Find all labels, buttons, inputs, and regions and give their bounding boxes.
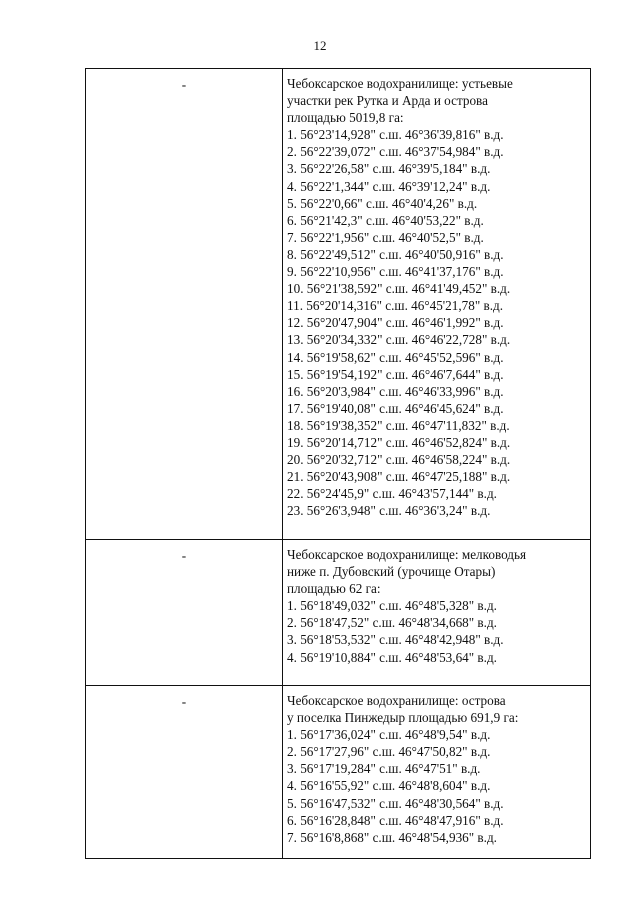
coordinate-item: 6. 56°21'42,3" с.ш. 46°40'53,22" в.д. (287, 212, 484, 228)
coordinate-item: 20. 56°20'32,712" с.ш. 46°46'58,224" в.д. (287, 452, 511, 468)
coordinate-item: 17. 56°19'40,08" с.ш. 46°46'45,624" в.д. (287, 400, 504, 416)
coordinate-item: 2. 56°18'47,52" с.ш. 46°48'34,668" в.д. (287, 615, 497, 631)
table-row (86, 540, 591, 686)
coordinate-item: 10. 56°21'38,592" с.ш. 46°41'49,452" в.д. (287, 281, 511, 297)
coordinate-item: 9. 56°22'10,956" с.ш. 46°41'37,176" в.д. (287, 264, 504, 280)
coordinate-item: 15. 56°19'54,192" с.ш. 46°46'7,644" в.д. (287, 366, 504, 382)
area-title: Чебоксарское водохранилище: мелководья ниже п. Дубовский (урочище Отары) площадью 62 га: (287, 547, 527, 597)
coordinate-item: 1. 56°23'14,928" с.ш. 46°36'39,816" в.д. (287, 127, 504, 143)
coordinate-item: 7. 56°22'1,956" с.ш. 46°40'52,5" в.д. (287, 229, 484, 245)
description-cell (283, 540, 591, 686)
page-number: 12 (313, 38, 327, 53)
coordinate-item: 13. 56°20'34,332" с.ш. 46°46'22,728" в.д. (287, 332, 511, 348)
marker-cell (86, 540, 283, 686)
coordinate-item: 4. 56°22'1,344" с.ш. 46°39'12,24" в.д. (287, 178, 491, 194)
coordinate-list (287, 726, 586, 846)
coordinate-item: 23. 56°26'3,948" с.ш. 46°36'3,24" в.д. (287, 503, 491, 519)
coordinate-item: 1. 56°18'49,032" с.ш. 46°48'5,328" в.д. (287, 598, 497, 614)
coordinate-item: 5. 56°16'47,532" с.ш. 46°48'30,564" в.д. (287, 795, 504, 811)
coordinate-item: 6. 56°16'28,848" с.ш. 46°48'47,916" в.д. (287, 812, 504, 828)
coordinate-list (287, 597, 586, 665)
coordinate-item: 2. 56°17'27,96" с.ш. 46°47'50,82" в.д. (287, 744, 491, 760)
coordinate-item: 7. 56°16'8,868" с.ш. 46°48'54,936" в.д. (287, 829, 497, 845)
coordinate-item: 11. 56°20'14,316" с.ш. 46°45'21,78" в.д. (287, 298, 504, 314)
coordinate-item: 22. 56°24'45,9" с.ш. 46°43'57,144" в.д. (287, 486, 497, 502)
description-cell (283, 686, 591, 859)
coordinate-item: 4. 56°19'10,884" с.ш. 46°48'53,64" в.д. (287, 649, 497, 665)
coordinates-table (85, 68, 591, 859)
row-marker: - (181, 548, 187, 563)
coordinate-item: 12. 56°20'47,904" с.ш. 46°46'1,992" в.д. (287, 315, 504, 331)
table-row (86, 686, 591, 859)
coordinate-item: 14. 56°19'58,62" с.ш. 46°45'52,596" в.д. (287, 349, 504, 365)
marker-cell (86, 686, 283, 859)
coordinate-item: 4. 56°16'55,92" с.ш. 46°48'8,604" в.д. (287, 778, 491, 794)
row-marker: - (181, 694, 187, 709)
coordinate-item: 8. 56°22'49,512" с.ш. 46°40'50,916" в.д. (287, 246, 504, 262)
coordinate-item: 21. 56°20'43,908" с.ш. 46°47'25,188" в.д. (287, 469, 511, 485)
row-marker: - (181, 77, 187, 92)
description-cell (283, 69, 591, 540)
coordinate-item: 1. 56°17'36,024" с.ш. 46°48'9,54" в.д. (287, 727, 491, 743)
table-row (86, 69, 591, 540)
coordinate-item: 3. 56°22'26,58" с.ш. 46°39'5,184" в.д. (287, 161, 491, 177)
area-title: Чебоксарское водохранилище: устьевые участки рек Рутка и Арда и острова площадью 5019,8 га: (287, 76, 513, 126)
coordinate-item: 3. 56°18'53,532" с.ш. 46°48'42,948" в.д. (287, 632, 504, 648)
coordinate-item: 19. 56°20'14,712" с.ш. 46°46'52,824" в.д. (287, 434, 511, 450)
coordinate-item: 5. 56°22'0,66" с.ш. 46°40'4,26" в.д. (287, 195, 478, 211)
coordinate-item: 18. 56°19'38,352" с.ш. 46°47'11,832" в.д. (287, 417, 510, 433)
area-title: Чебоксарское водохранилище: острова у поселка Пинжедыр площадью 691,9 га: (287, 693, 519, 726)
coordinate-item: 2. 56°22'39,072" с.ш. 46°37'54,984" в.д. (287, 144, 504, 160)
marker-cell (86, 69, 283, 540)
coordinate-item: 3. 56°17'19,284" с.ш. 46°47'51" в.д. (287, 761, 481, 777)
coordinate-list (287, 126, 586, 519)
coordinate-item: 16. 56°20'3,984" с.ш. 46°46'33,996" в.д. (287, 383, 504, 399)
